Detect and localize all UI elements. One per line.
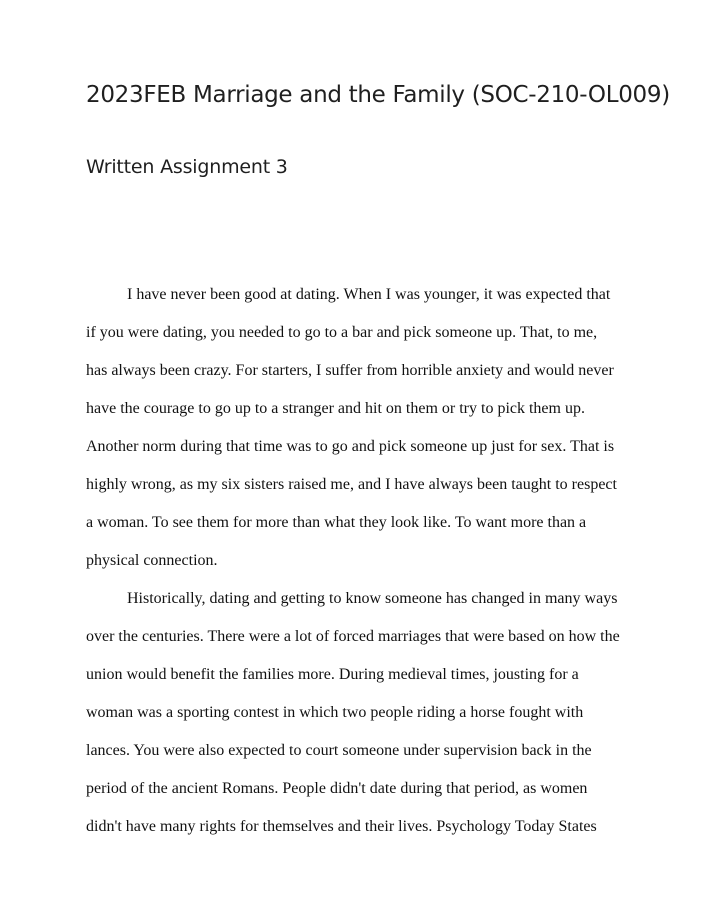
paragraph-line: Historically, dating and getting to know someone has changed in many ways — [127, 590, 618, 607]
document-title: 2023FEB Marriage and the Family (SOC-210-OL009) — [86, 82, 670, 108]
paragraph-line: if you were dating, you needed to go to a bar and pick someone up. That, to me, — [86, 324, 598, 341]
paragraph-line: highly wrong, as my six sisters raised me, and I have always been taught to respect — [86, 476, 617, 493]
paragraph-line: period of the ancient Romans. People didn't date during that period, as women — [86, 780, 588, 797]
paragraph-line: woman was a sporting contest in which two people riding a horse fought with — [86, 704, 584, 721]
paragraph-line: didn't have many rights for themselves and their lives. Psychology Today States — [86, 818, 597, 835]
paragraph-line: lances. You were also expected to court someone under supervision back in the — [86, 742, 592, 759]
paragraph-line: has always been crazy. For starters, I suffer from horrible anxiety and would never — [86, 362, 614, 379]
assignment-subtitle: Written Assignment 3 — [86, 156, 288, 178]
essay-body — [86, 276, 646, 846]
paragraph-line: union would benefit the families more. During medieval times, jousting for a — [86, 666, 579, 683]
paragraph-line: Another norm during that time was to go and pick someone up just for sex. That is — [86, 438, 615, 455]
paragraph-line: have the courage to go up to a stranger and hit on them or try to pick them up. — [86, 400, 585, 417]
paragraph-line: physical connection. — [86, 552, 218, 569]
paragraph-line: I have never been good at dating. When I was younger, it was expected that — [127, 286, 611, 303]
paragraph-line: a woman. To see them for more than what they look like. To want more than a — [86, 514, 587, 531]
paragraph-line: over the centuries. There were a lot of forced marriages that were based on how the — [86, 628, 620, 645]
